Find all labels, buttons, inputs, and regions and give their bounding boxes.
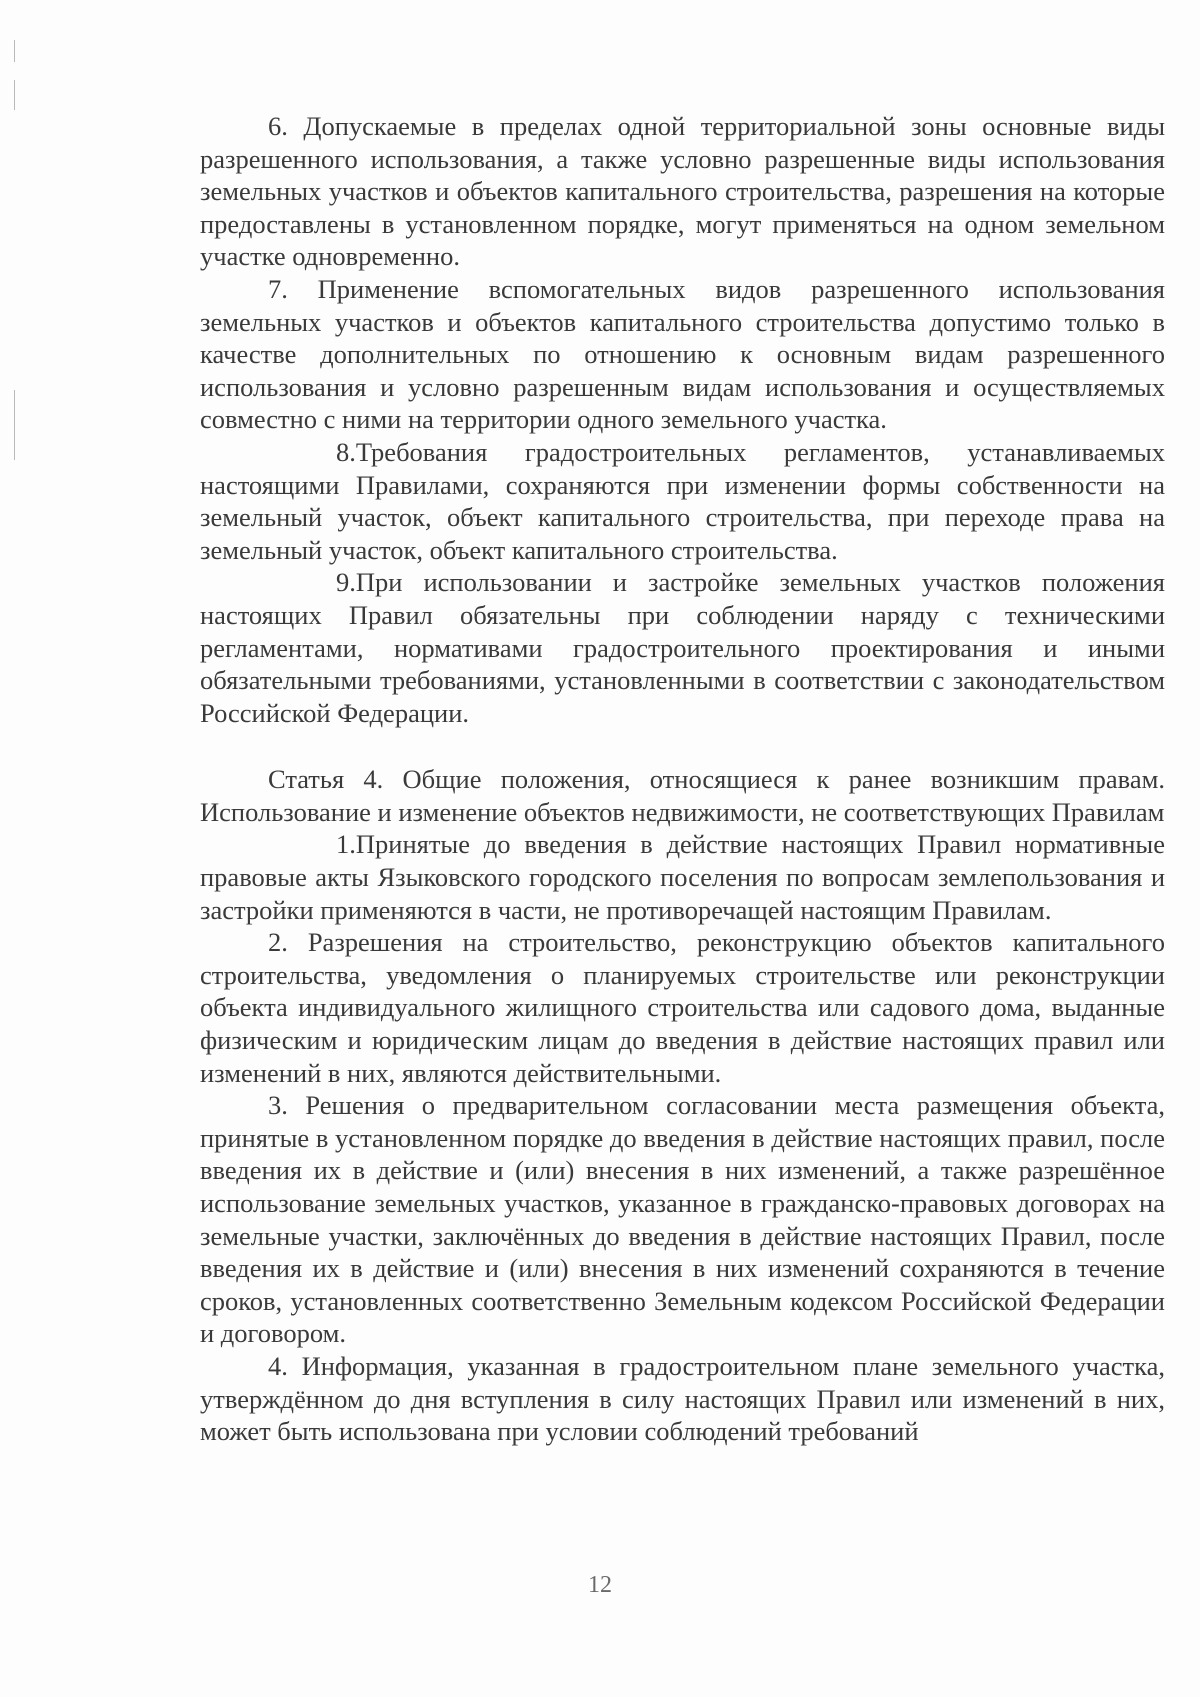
article-paragraph-1 bbox=[200, 828, 1165, 926]
scan-edge-mark bbox=[14, 390, 15, 460]
item-number: 8. bbox=[336, 436, 356, 467]
item-number: 1. bbox=[336, 829, 356, 860]
page-number: 12 bbox=[588, 1572, 612, 1598]
item-text: При использовании и застройке земельных участков положения настоящих Правил обязательны при соблюдении наряду с техническими регламентами, нормативами градостроительного проектирования и иными обязательными требованиями, установленными в соответствии с законодательством Российской Федерации. bbox=[200, 567, 1165, 728]
paragraph-9 bbox=[200, 566, 1165, 729]
paragraph-7: 7. Применение вспомогательных видов разрешенного использования земельных участков и объектов капитального строительства допустимо только в качестве дополнительных по отношению к основным видам разрешенного использования и условно разрешенным видам использования и осуществляемых совместно с ними на территории одного земельного участка. bbox=[200, 273, 1165, 435]
document-body bbox=[200, 110, 1165, 1448]
article-paragraph-2: 2. Разрешения на строительство, реконструкцию объектов капитального строительства, уведомления о планируемых строительстве или реконструкции объекта индивидуального жилищного строительства или садового дома, выданные физическим и юридическим лицам до введения в действие настоящих правил или изменений в них, являются действительными. bbox=[200, 927, 1165, 1088]
article-paragraph-4: 4. Информация, указанная в градостроительном плане земельного участка, утверждённом до дня вступления в силу настоящих Правил или изменений в них, может быть использована при условии соблюдений требований bbox=[200, 1350, 1165, 1447]
item-number: 9. bbox=[336, 567, 356, 598]
scan-edge-mark bbox=[14, 40, 15, 62]
item-text: Принятые до введения в действие настоящих Правил нормативные правовые акты Языковского городского поселения по вопросам землепользования и застройки применяются в части, не противоречащей настоящим Правилам. bbox=[200, 829, 1165, 925]
scan-edge-mark bbox=[14, 80, 15, 110]
paragraph-6: 6. Допускаемые в пределах одной территориальной зоны основные виды разрешенного использования, а также условно разрешенные виды использования земельных участков и объектов капитального строительства, разрешения на которые предоставлены в установленном порядке, могут применяться на одном земельном участке одновременно. bbox=[200, 111, 1165, 272]
paragraph-8 bbox=[200, 436, 1165, 566]
item-text: Требования градостроительных регламентов, устанавливаемых настоящими Правилами, сохраняются при изменении формы собственности на земельный участок, объект капитального строительства, при переходе права на земельный участок, объект капитального строительства. bbox=[200, 436, 1165, 565]
article-title: Статья 4. Общие положения, относящиеся к ранее возникшим правам. Использование и изменение объектов недвижимости, не соответствующих Правилам bbox=[200, 764, 1165, 827]
article-paragraph-3: 3. Решения о предварительном согласовании места размещения объекта, принятые в установленном порядке до введения в действие настоящих правил, после введения их в действие и (или) внесения в них изменений, а также разрешённое использование земельных участков, указанное в гражданско-правовых договорах на земельные участки, заключённых до введения в действие настоящих Правил, после введения их в действие и (или) внесения в них изменений сохраняются в течение сроков, установленных соответственно Земельным кодексом Российской Федерации и договором. bbox=[200, 1090, 1165, 1349]
